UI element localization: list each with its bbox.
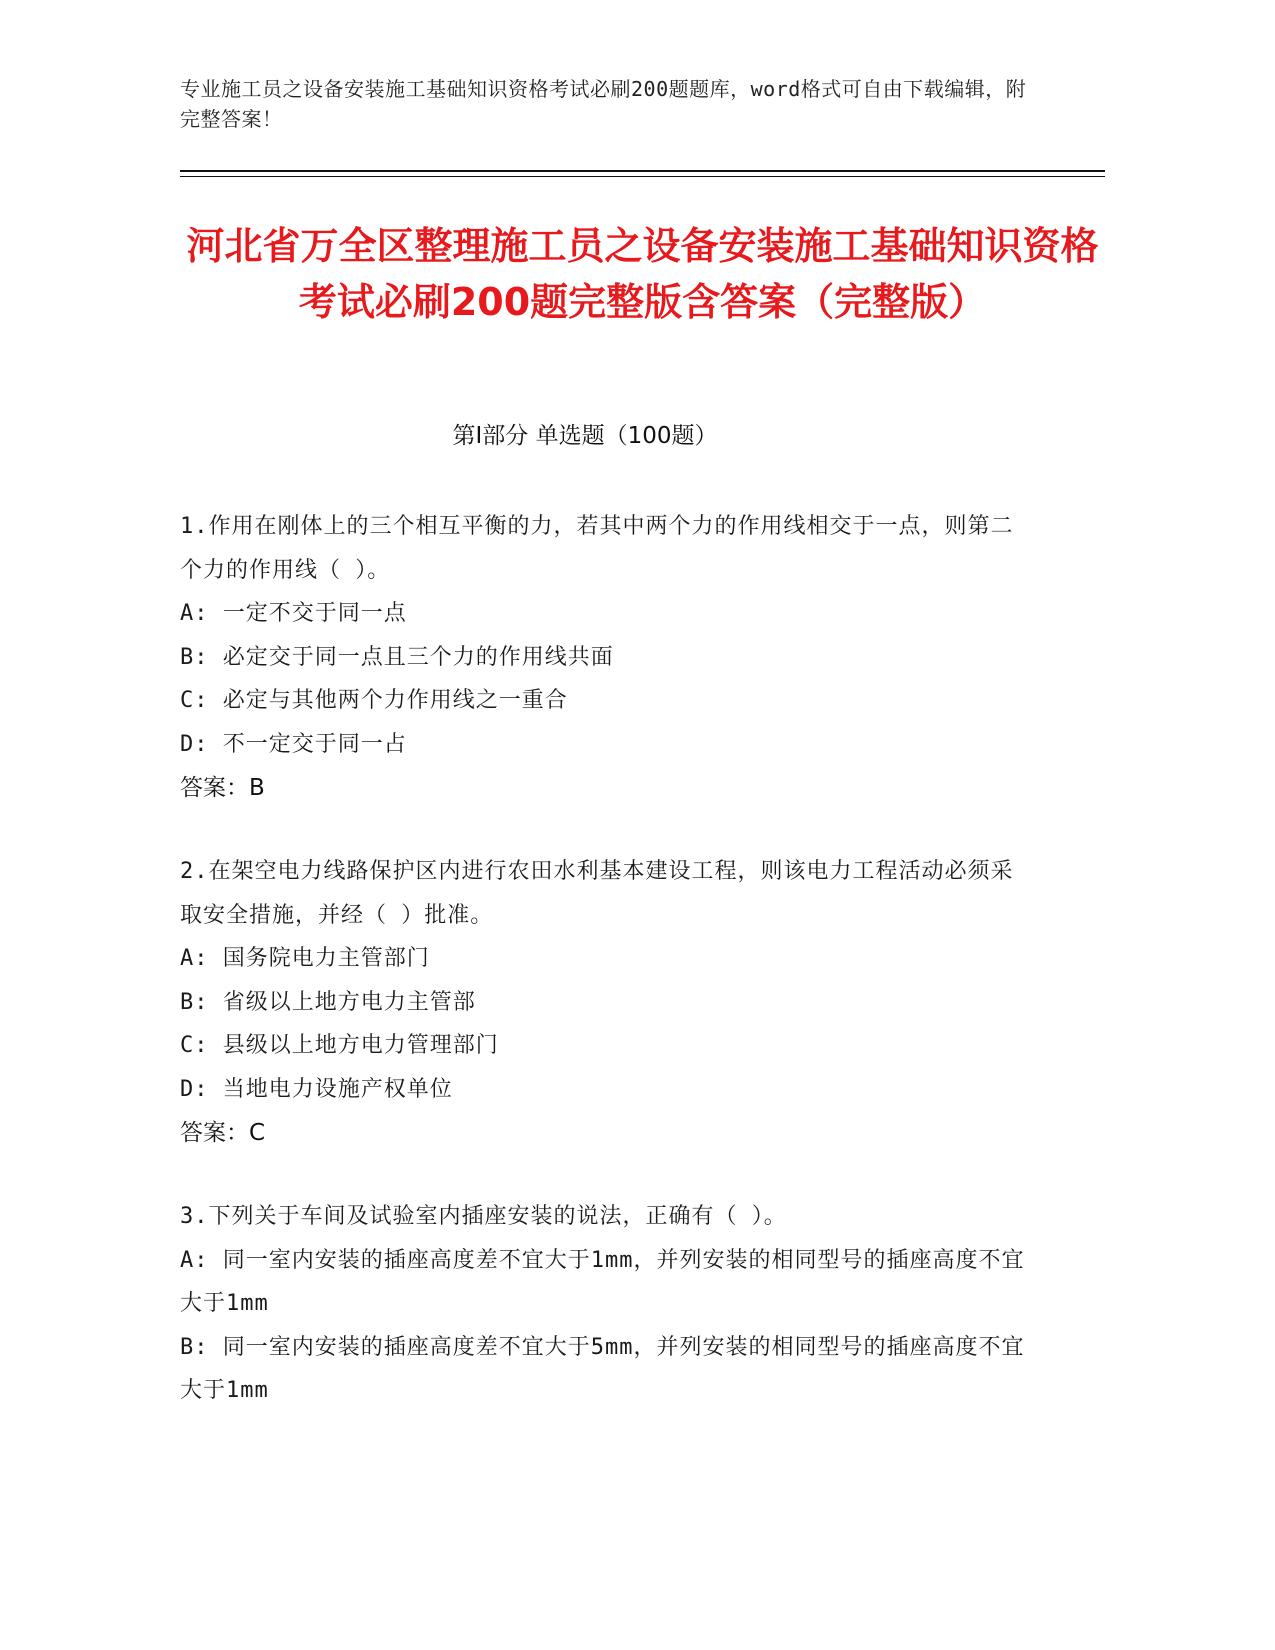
question-stem: 3.下列关于车间及试验室内插座安装的说法，正确有（ ）。 [180, 1204, 787, 1229]
question-3 [180, 1195, 1025, 1413]
header-rule-thin [180, 176, 1105, 177]
answer: 答案：C [180, 1120, 266, 1146]
option-b: B: 省级以上地方电力主管部 [180, 989, 476, 1015]
header-note: 专业施工员之设备安装施工基础知识资格考试必刷200题题库，word格式可自由下载编辑，附完整答案！ [180, 77, 1027, 131]
question-1 [180, 505, 1025, 810]
section-heading: 第Ⅰ部分 单选题（100题） [452, 423, 718, 449]
option-a: A: 同一室内安装的插座高度差不宜大于1mm，并列安装的相同型号的插座高度不宜大于1mm [180, 1247, 1025, 1316]
option-d: D: 当地电力设施产权单位 [180, 1076, 453, 1102]
option-c: C: 必定与其他两个力作用线之一重合 [180, 688, 568, 713]
question-list [180, 505, 1025, 1453]
question-stem: 1.作用在刚体上的三个相互平衡的力，若其中两个力的作用线相交于一点，则第二个力的作用线（ ）。 [180, 514, 1014, 583]
option-a: A: 一定不交于同一点 [180, 601, 407, 626]
question-2 [180, 850, 1025, 1155]
option-d: D: 不一定交于同一占 [180, 731, 407, 757]
option-a: A: 国务院电力主管部门 [180, 946, 430, 971]
document-title: 河北省万全区整理施工员之设备安装施工基础知识资格考试必刷200题完整版含答案（完整版） [186, 224, 1099, 324]
answer: 答案：B [180, 775, 265, 801]
option-b: B: 必定交于同一点且三个力的作用线共面 [180, 644, 614, 670]
option-c: C: 县级以上地方电力管理部门 [180, 1033, 499, 1058]
question-stem: 2.在架空电力线路保护区内进行农田水利基本建设工程，则该电力工程活动必须采取安全措施，并经（ ）批准。 [180, 859, 1014, 928]
header-rule-thick [180, 170, 1105, 172]
option-b: B: 同一室内安装的插座高度差不宜大于5mm，并列安装的相同型号的插座高度不宜大于1mm [180, 1334, 1025, 1403]
